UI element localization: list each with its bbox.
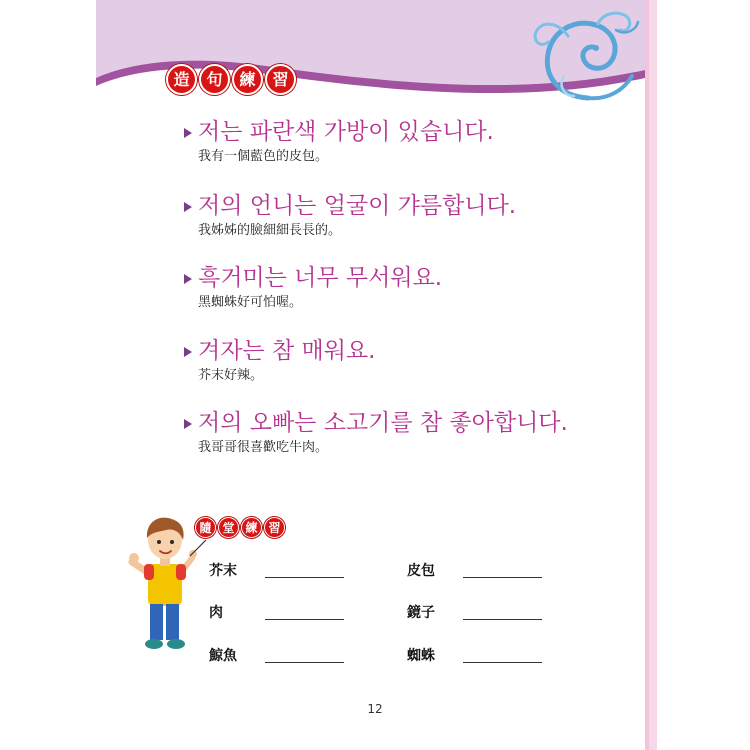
sentence-item (184, 263, 442, 313)
answer-blank[interactable] (265, 648, 344, 663)
chinese-translation: 我姊姊的臉細細長長的。 (198, 223, 342, 238)
page-edge-strip-inner (645, 0, 649, 750)
korean-sentence: 저의 오빠는 소고기를 참 좋아합니다. (198, 410, 568, 436)
sentence-item (184, 117, 494, 167)
practice-badge: 習 (264, 517, 285, 538)
chinese-translation: 我有一個藍色的皮包。 (198, 149, 329, 164)
practice-badge: 堂 (218, 517, 239, 538)
vocab-item (407, 645, 542, 665)
vocab-item (209, 602, 344, 622)
chinese-translation: 黑蜘蛛好可怕喔。 (198, 295, 303, 310)
triangle-bullet-icon (184, 347, 192, 357)
sentence-item (184, 191, 516, 241)
answer-blank[interactable] (265, 563, 344, 578)
title-badge: 造 (166, 64, 197, 95)
answer-blank[interactable] (463, 648, 542, 663)
vocab-word: 蜘蛛 (407, 648, 435, 664)
speech-pointer-line (188, 538, 208, 558)
vocab-word: 皮包 (407, 563, 435, 579)
korean-sentence: 저는 파란색 가방이 있습니다. (198, 119, 494, 145)
answer-blank[interactable] (463, 605, 542, 620)
sentence-item (184, 336, 375, 386)
vocab-word: 肉 (209, 605, 223, 621)
title-badge: 習 (265, 64, 296, 95)
vocab-word: 鯨魚 (209, 648, 237, 664)
vocab-item (407, 560, 542, 580)
korean-sentence: 저의 언니는 얼굴이 갸름합니다. (198, 193, 517, 219)
practice-badge: 隨 (195, 517, 216, 538)
sentence-item (184, 408, 568, 458)
vocab-item (209, 560, 344, 580)
page-number: 12 (367, 702, 383, 716)
chinese-translation: 我哥哥很喜歡吃牛肉。 (198, 440, 329, 455)
korean-sentence: 흑거미는 너무 무서워요. (198, 265, 443, 291)
practice-badge: 練 (241, 517, 262, 538)
practice-title-badges (195, 517, 285, 538)
triangle-bullet-icon (184, 202, 192, 212)
boy-illustration (128, 512, 198, 652)
answer-blank[interactable] (463, 563, 542, 578)
vocab-item (407, 602, 542, 622)
section-title-badges (166, 64, 296, 95)
vocab-word: 鏡子 (407, 605, 435, 621)
title-badge: 句 (199, 64, 230, 95)
chinese-translation: 芥末好辣。 (198, 368, 264, 383)
triangle-bullet-icon (184, 419, 192, 429)
answer-blank[interactable] (265, 605, 344, 620)
blue-swirl-icon (528, 6, 640, 104)
korean-sentence: 겨자는 참 매워요. (198, 338, 376, 364)
vocab-item (209, 645, 344, 665)
triangle-bullet-icon (184, 274, 192, 284)
vocab-word: 芥末 (209, 563, 237, 579)
title-badge: 練 (232, 64, 263, 95)
triangle-bullet-icon (184, 128, 192, 138)
